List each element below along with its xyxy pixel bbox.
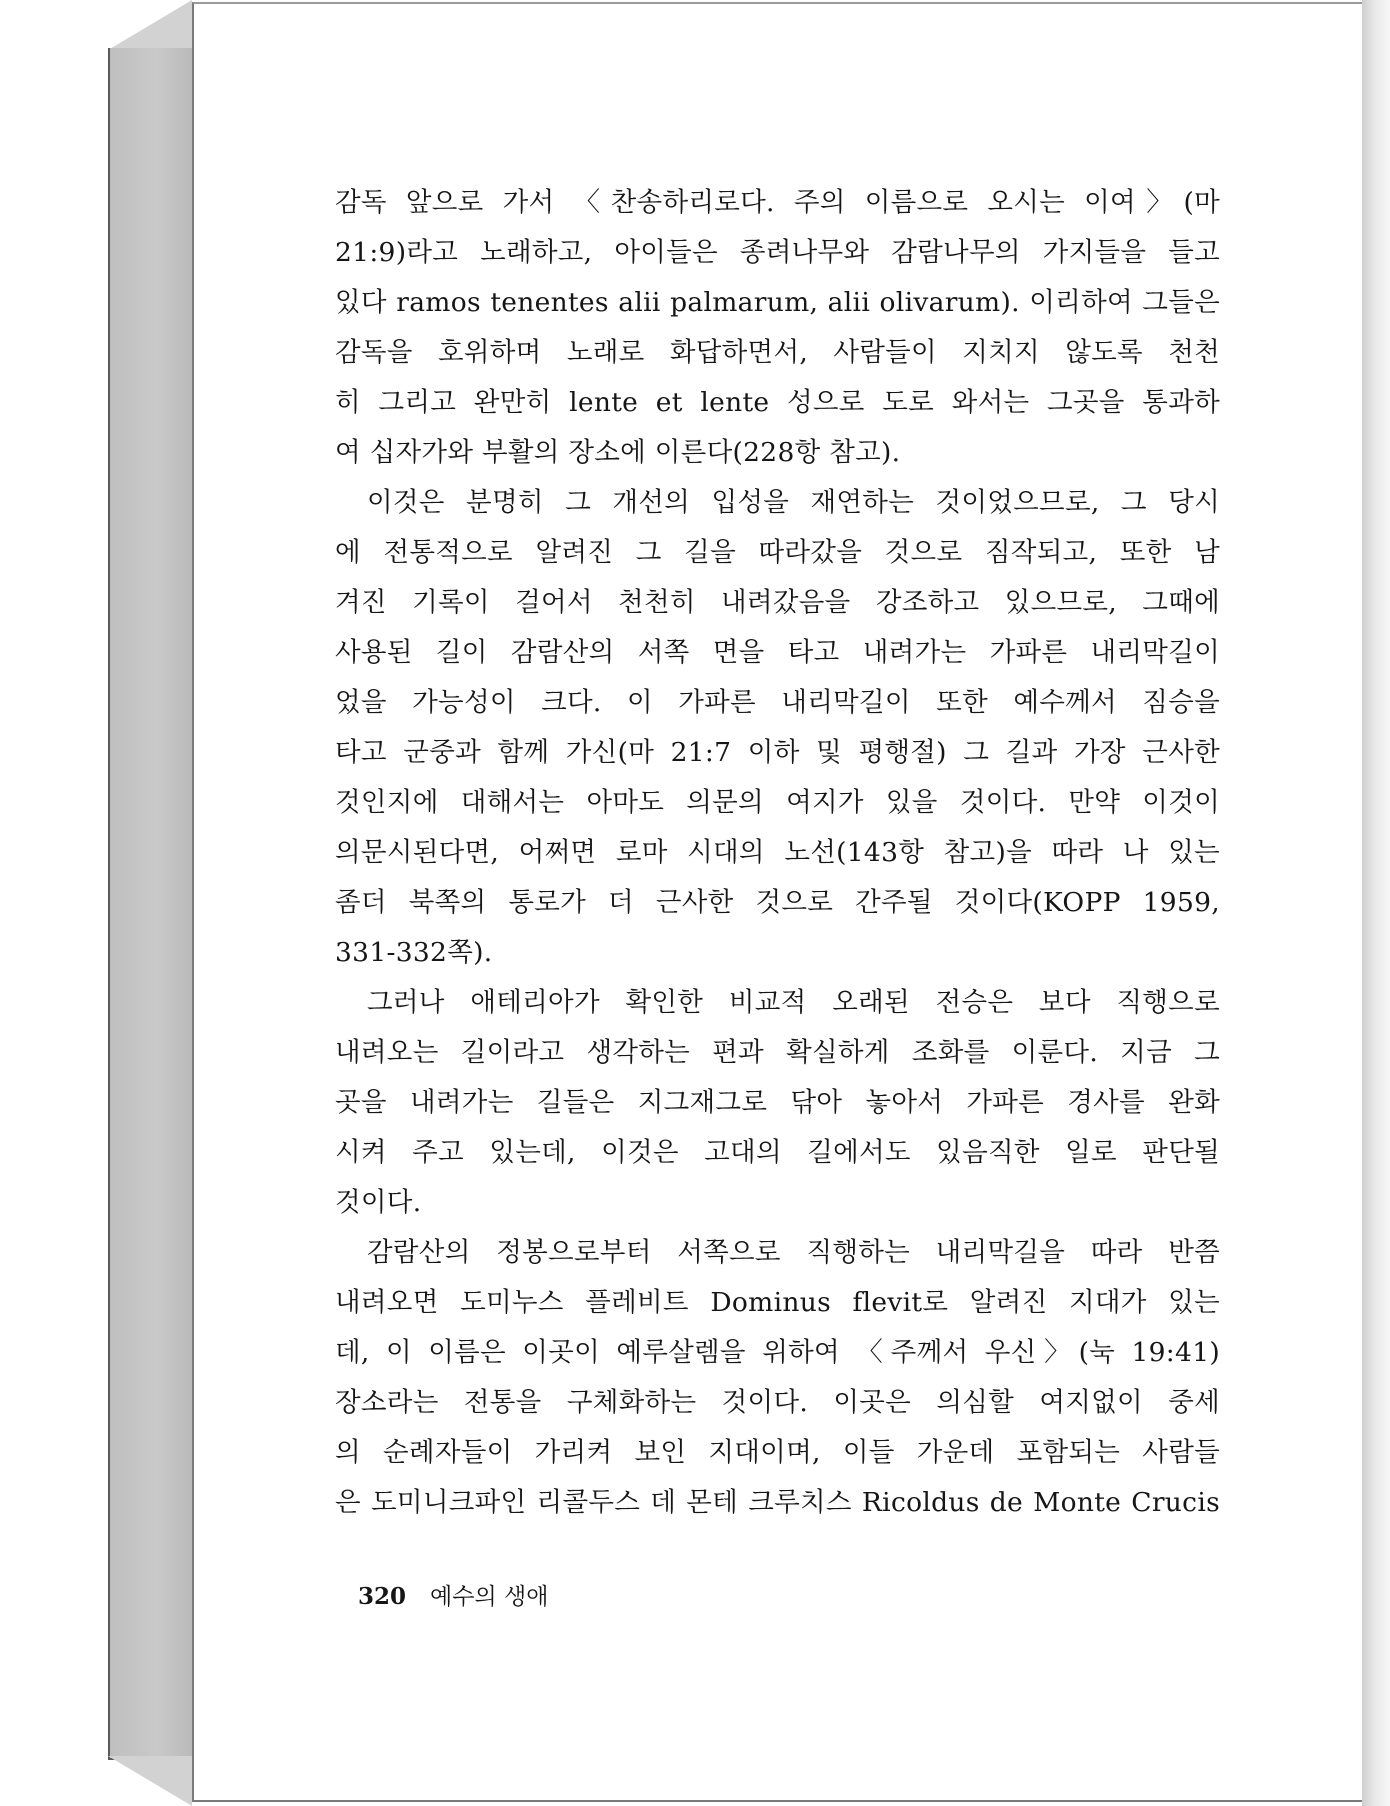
text-line: 있다 ramos tenentes alii palmarum, alii olivarum). 이리하여 그들은 <box>335 287 1220 318</box>
text-line: 곳을 내려가는 길들은 지그재그로 닦아 놓아서 가파른 경사를 완화 <box>335 1087 1220 1118</box>
text-line: 히 그리고 완만히 lente et lente 성으로 도로 와서는 그곳을 통과하 <box>335 387 1220 418</box>
text-line: 감람산의 정봉으로부터 서쪽으로 직행하는 내리막길을 따라 반쯤 <box>367 1237 1220 1268</box>
text-line: 331-332쪽). <box>335 937 493 968</box>
text-line: 장소라는 전통을 구체화하는 것이다. 이곳은 의심할 여지없이 중세 <box>335 1387 1220 1418</box>
text-line: 것이다. <box>335 1187 422 1218</box>
text-line: 그러나 애테리아가 확인한 비교적 오래된 전승은 보다 직행으로 <box>367 987 1220 1018</box>
text-line: 시켜 주고 있는데, 이것은 고대의 길에서도 있음직한 일로 판단될 <box>335 1137 1220 1168</box>
page-body-text <box>335 178 1220 1528</box>
text-line: 감독 앞으로 가서 〈찬송하리로다. 주의 이름으로 오시는 이여〉(마 <box>335 187 1220 218</box>
text-line: 것인지에 대해서는 아마도 의문의 여지가 있을 것이다. 만약 이것이 <box>335 787 1220 818</box>
text-line: 에 전통적으로 알려진 그 길을 따라갔을 것으로 짐작되고, 또한 남 <box>335 537 1220 568</box>
text-line: 이것은 분명히 그 개선의 입성을 재연하는 것이었으므로, 그 당시 <box>367 487 1220 518</box>
text-line: 의 순례자들이 가리켜 보인 지대이며, 이들 가운데 포함되는 사람들 <box>335 1437 1220 1468</box>
book-block-bottom-edge <box>108 1756 192 1806</box>
text-line: 감독을 호위하며 노래로 화답하면서, 사람들이 지치지 않도록 천천 <box>335 337 1220 368</box>
text-line: 었을 가능성이 크다. 이 가파른 내리막길이 또한 예수께서 짐승을 <box>335 687 1220 718</box>
book-block-top-edge <box>108 0 192 50</box>
page-edge-shadow <box>1362 0 1390 1806</box>
text-line: 21:9)라고 노래하고, 아이들은 종려나무와 감람나무의 가지들을 들고 <box>335 237 1220 268</box>
text-line: 겨진 기록이 걸어서 천천히 내려갔음을 강조하고 있으므로, 그때에 <box>335 587 1220 618</box>
text-line: 데, 이 이름은 이곳이 예루살렘을 위하여 〈주께서 우신〉(눅 19:41) <box>335 1337 1220 1368</box>
text-line: 좀더 북쪽의 통로가 더 근사한 것으로 간주될 것이다(KOPP 1959, <box>335 887 1220 918</box>
text-line: 여 십자가와 부활의 장소에 이른다(228항 참고). <box>335 437 901 468</box>
text-line: 의문시된다면, 어쩌면 로마 시대의 노선(143항 참고)을 따라 나 있는 <box>335 837 1220 868</box>
book-block-spine-side <box>108 48 194 1760</box>
page-footer <box>358 1578 548 1611</box>
text-line: 타고 군중과 함께 가신(마 21:7 이하 및 평행절) 그 길과 가장 근사한 <box>335 737 1220 768</box>
running-title: 예수의 생애 <box>430 1584 549 1610</box>
text-line: 내려오면 도미누스 플레비트 Dominus flevit로 알려진 지대가 있는 <box>335 1287 1220 1318</box>
text-line: 내려오는 길이라고 생각하는 편과 확실하게 조화를 이룬다. 지금 그 <box>335 1037 1220 1068</box>
text-line: 사용된 길이 감람산의 서쪽 면을 타고 내려가는 가파른 내리막길이 <box>335 637 1220 668</box>
page-number: 320 <box>358 1583 407 1610</box>
text-line: 은 도미니크파인 리콜두스 데 몬테 크루치스 Ricoldus de Monte Crucis <box>335 1487 1220 1518</box>
